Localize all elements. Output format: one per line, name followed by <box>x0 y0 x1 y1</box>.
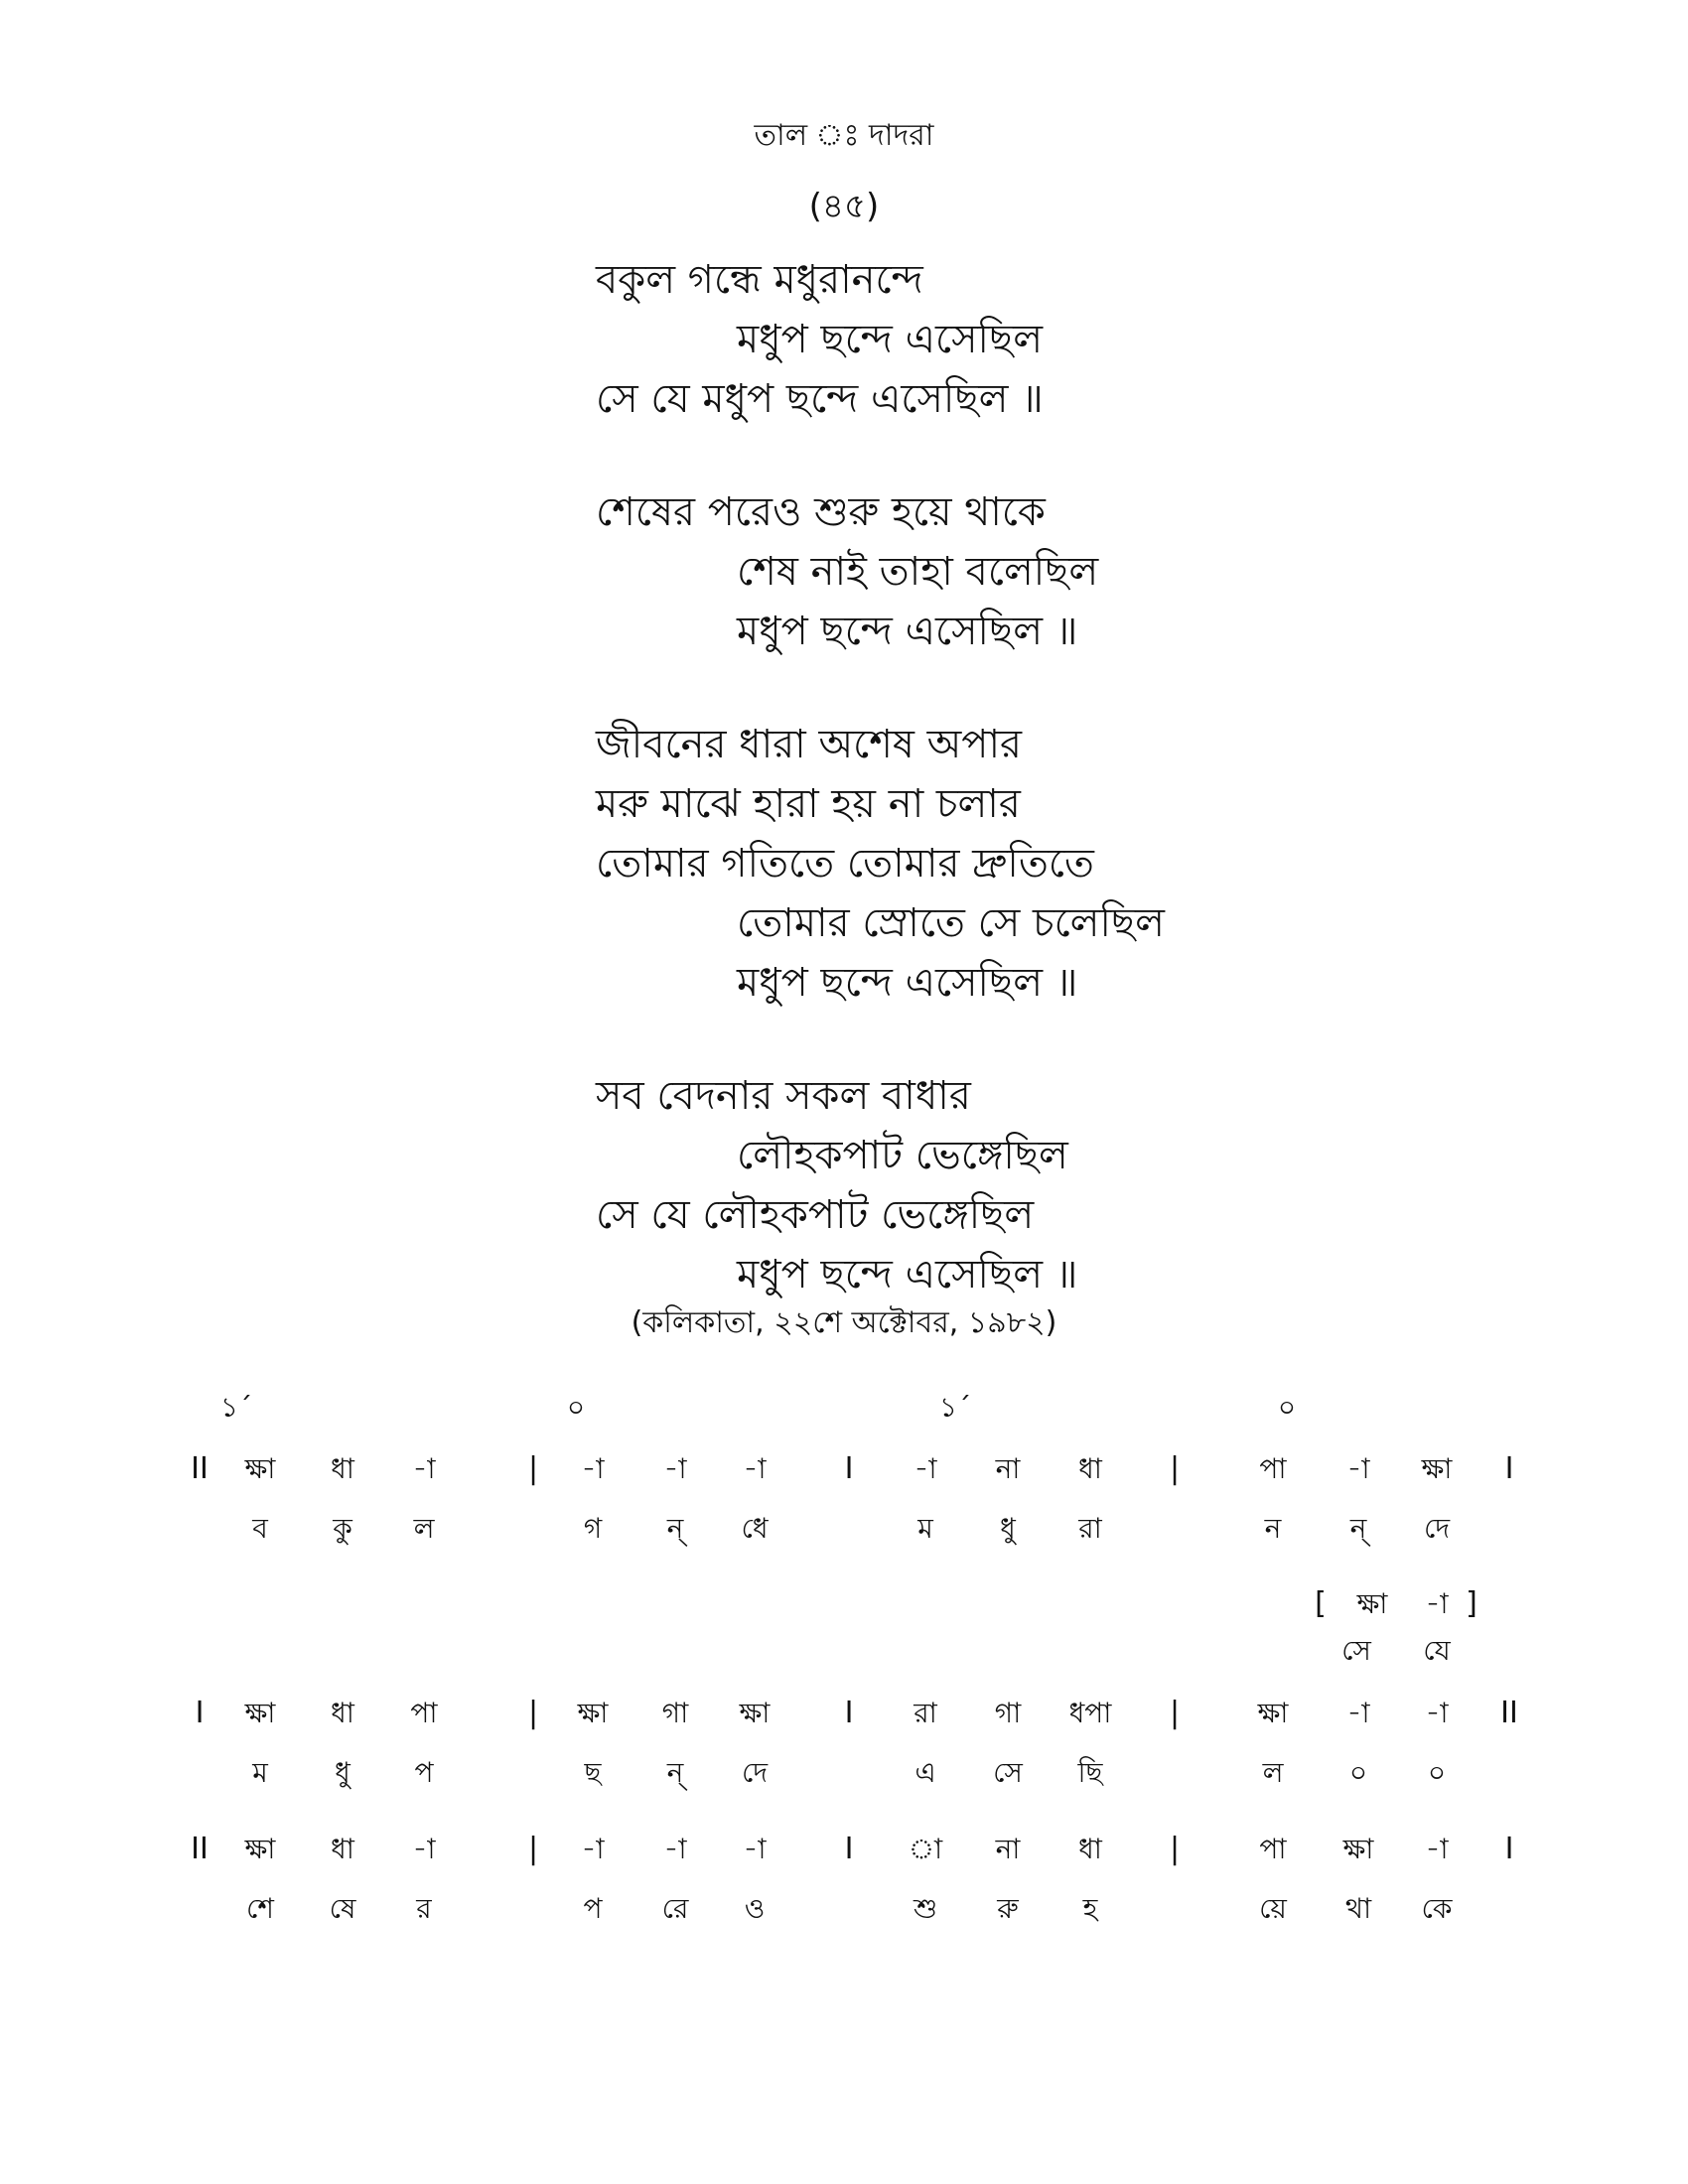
swara-cell: ক্ষা <box>244 1833 276 1865</box>
bani-cell: দে <box>1423 1512 1451 1545</box>
swara-cell: া <box>908 1833 943 1865</box>
bar-line: [ <box>1315 1586 1327 1621</box>
bar-line: | <box>527 1451 539 1486</box>
bani-cell: ম <box>917 1512 933 1545</box>
swara-cell: ধপা <box>1068 1697 1112 1729</box>
bani-cell: গ <box>583 1512 603 1545</box>
lyric-line: মধুপ ছন্দে এসেছিল ॥ <box>737 960 1078 1006</box>
bar-line: | <box>1169 1696 1181 1730</box>
bani-cell: ব <box>252 1512 268 1545</box>
alt-bani-cell: যে <box>1423 1634 1451 1667</box>
swara-cell: ক্ষা <box>1257 1697 1289 1729</box>
bani-cell: ও <box>744 1892 766 1925</box>
swara-cell: -া <box>1346 1452 1370 1485</box>
swara-cell: ধা <box>1078 1833 1102 1865</box>
composition-date: (কলিকাতা, ২২শে অক্টোবর, ১৯৮২) <box>631 1305 1057 1340</box>
bani-cell: ল <box>1262 1756 1284 1789</box>
swara-cell: ধা <box>331 1697 354 1729</box>
swara-cell: গা <box>661 1697 689 1729</box>
swara-cell: রা <box>914 1697 937 1729</box>
lyric-line: মধুপ ছন্দে এসেছিল <box>737 317 1044 362</box>
lyric-line: শেষের পরেও শুরু হয়ে থাকে <box>596 489 1046 535</box>
bani-cell: ন্ <box>1349 1512 1367 1545</box>
bani-cell: সে <box>993 1756 1023 1789</box>
bar-line: II <box>191 1832 209 1866</box>
swara-cell: -া <box>412 1452 436 1485</box>
swara-cell: ধা <box>331 1452 354 1485</box>
lyric-line: সে যে মধুপ ছন্দে এসেছিল ॥ <box>596 376 1044 422</box>
swara-cell: পা <box>410 1697 438 1729</box>
bani-cell: ধে <box>741 1512 769 1545</box>
swara-cell: -া <box>663 1452 687 1485</box>
swara-cell: পা <box>1259 1833 1287 1865</box>
bani-cell: থা <box>1344 1892 1372 1925</box>
beat-mark: ০ <box>1277 1391 1297 1424</box>
bani-cell: ধু <box>1000 1512 1016 1545</box>
bar-line: I <box>1504 1451 1514 1486</box>
bani-cell: ছ <box>584 1756 602 1789</box>
bani-cell: ০ <box>1348 1756 1368 1789</box>
swara-cell: -া <box>1425 1833 1449 1865</box>
swara-cell: -া <box>663 1833 687 1865</box>
beat-mark: ০ <box>566 1391 586 1424</box>
bani-cell: ল <box>413 1512 435 1545</box>
swara-cell: ক্ষা <box>739 1697 771 1729</box>
bani-cell: প <box>583 1892 603 1925</box>
swara-cell: না <box>995 1833 1021 1865</box>
bar-line: | <box>1169 1451 1181 1486</box>
bani-cell: ষে <box>329 1892 356 1925</box>
bani-cell: শু <box>913 1892 938 1925</box>
bani-cell: র <box>416 1892 432 1925</box>
bani-cell: ন্ <box>666 1512 684 1545</box>
swara-cell: পা <box>1259 1452 1287 1485</box>
bar-line: | <box>1169 1832 1181 1866</box>
beat-mark: ১´ <box>938 1391 972 1424</box>
alt-swara-cell: ক্ষা <box>1356 1587 1388 1620</box>
swara-cell: ক্ষা <box>244 1452 276 1485</box>
swara-cell: -া <box>412 1833 436 1865</box>
bar-line: | <box>527 1696 539 1730</box>
bani-cell: ন্ <box>666 1756 684 1789</box>
lyric-line: সে যে লৌহকপাট ভেঙ্গেছিল <box>596 1192 1035 1238</box>
lyric-line: সব বেদনার সকল বাধার <box>596 1073 971 1119</box>
lyric-line: তোমার স্রোতে সে চলেছিল <box>737 900 1165 946</box>
bani-cell: প <box>414 1756 434 1789</box>
lyric-line: তোমার গতিতে তোমার দ্রুতিতে <box>596 841 1094 887</box>
alt-bani-cell: সে <box>1341 1634 1371 1667</box>
swara-cell: ক্ষা <box>244 1697 276 1729</box>
lyric-line: শেষ নাই তাহা বলেছিল <box>737 549 1099 595</box>
swara-cell: ক্ষা <box>1342 1833 1374 1865</box>
alt-swara-cell: -া <box>1425 1587 1449 1620</box>
bani-cell: এ <box>914 1756 936 1789</box>
song-number: (৪৫) <box>808 187 880 226</box>
beat-mark: ১´ <box>219 1391 253 1424</box>
swara-cell: -া <box>581 1452 605 1485</box>
swara-cell: -া <box>914 1452 937 1485</box>
swara-cell: ধা <box>331 1833 354 1865</box>
bani-cell: হ <box>1082 1892 1098 1925</box>
lyric-line: মধুপ ছন্দে এসেছিল ॥ <box>737 609 1078 654</box>
bar-line: II <box>191 1451 209 1486</box>
bar-line: | <box>527 1832 539 1866</box>
bar-line: I <box>844 1832 854 1866</box>
swara-cell: -া <box>1346 1697 1370 1729</box>
bani-cell: ম <box>252 1756 268 1789</box>
bani-cell: শে <box>246 1892 274 1925</box>
bar-line: ] <box>1466 1586 1477 1621</box>
bani-cell: ছি <box>1077 1756 1103 1789</box>
bar-line: II <box>1500 1696 1518 1730</box>
bar-line: I <box>844 1696 854 1730</box>
bani-cell: রা <box>1078 1512 1102 1545</box>
bar-line: I <box>844 1451 854 1486</box>
lyric-line: বকুল গন্ধে মধুরানন্দে <box>596 257 923 303</box>
lyric-line: লৌহকপাট ভেঙ্গেছিল <box>737 1133 1068 1178</box>
bani-cell: কে <box>1421 1892 1453 1925</box>
swara-cell: ক্ষা <box>577 1697 609 1729</box>
bar-line: I <box>1504 1832 1514 1866</box>
lyric-line: জীবনের ধারা অশেষ অপার <box>596 722 1023 767</box>
swara-cell: -া <box>1425 1697 1449 1729</box>
swara-cell: ক্ষা <box>1421 1452 1453 1485</box>
swara-cell: ধা <box>1078 1452 1102 1485</box>
bani-cell: দে <box>741 1756 769 1789</box>
bani-cell: রে <box>661 1892 689 1925</box>
bani-cell: ধু <box>335 1756 351 1789</box>
swara-cell: -া <box>743 1452 767 1485</box>
tala-heading: তাল ঃ দাদরা <box>754 118 934 153</box>
lyric-line: মধুপ ছন্দে এসেছিল ॥ <box>737 1252 1078 1297</box>
bani-cell: কু <box>333 1512 352 1545</box>
bani-cell: রু <box>997 1892 1019 1925</box>
swara-cell: -া <box>743 1833 767 1865</box>
lyric-line: মরু মাঝে হারা হয় না চলার <box>596 781 1021 827</box>
swara-cell: গা <box>994 1697 1022 1729</box>
bar-line: I <box>195 1696 205 1730</box>
swara-cell: না <box>995 1452 1021 1485</box>
bani-cell: য়ে <box>1259 1892 1287 1925</box>
bani-cell: ০ <box>1427 1756 1447 1789</box>
bani-cell: ন <box>1264 1512 1282 1545</box>
swara-cell: -া <box>581 1833 605 1865</box>
